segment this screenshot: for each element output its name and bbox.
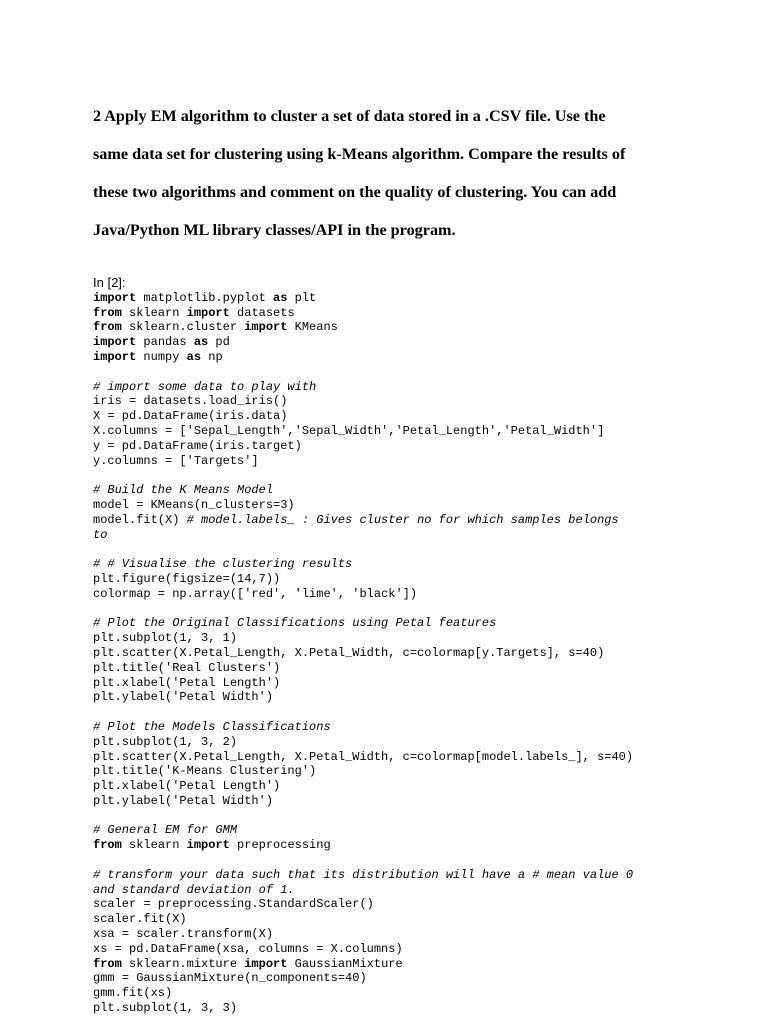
code-comment: # Plot the Models Classifications — [93, 719, 331, 734]
code-comment: # import some data to play with — [93, 379, 317, 394]
cell-label: In [2]: — [93, 275, 126, 290]
code-keyword: import — [93, 335, 137, 350]
code-text: colormap = np.array(['red', 'lime', 'black']) — [93, 586, 418, 601]
code-line — [93, 912, 693, 927]
code-keyword: import — [186, 305, 230, 320]
code-blank-line — [93, 542, 693, 557]
code-blank-line — [93, 468, 693, 483]
code-text: sklearn.cluster — [121, 320, 245, 335]
code-keyword: import — [93, 349, 137, 364]
code-line — [93, 794, 693, 809]
code-text: y.columns = ['Targets'] — [93, 453, 259, 468]
code-keyword: from — [93, 838, 122, 853]
code-line — [93, 631, 693, 646]
code-keyword: import — [244, 320, 288, 335]
code-line — [93, 957, 693, 972]
code-text: plt.subplot(1, 3, 2) — [93, 734, 238, 749]
code-line — [93, 320, 693, 335]
code-text: scaler.fit(X) — [93, 912, 187, 927]
code-text: plt.figure(figsize=(14,7)) — [93, 571, 281, 586]
code-blank-line — [93, 853, 693, 868]
code-text: model = KMeans(n_clusters=3) — [93, 497, 295, 512]
code-comment: # model.labels_ : Gives cluster no for which samples belongs — [186, 512, 619, 527]
document-page — [93, 88, 693, 1016]
code-comment: # General EM for GMM — [93, 823, 238, 838]
code-line — [93, 498, 693, 513]
code-text: KMeans — [287, 320, 338, 335]
code-line — [93, 587, 693, 602]
code-text: plt.subplot(1, 3, 1) — [93, 631, 238, 646]
code-comment: and standard deviation of 1. — [93, 882, 295, 897]
code-keyword: import — [93, 290, 137, 305]
code-comment: # Build the K Means Model — [93, 483, 274, 498]
code-text: y = pd.DataFrame(iris.target) — [93, 438, 302, 453]
code-keyword: as — [273, 290, 288, 305]
code-line — [93, 927, 693, 942]
code-text: np — [201, 349, 223, 364]
code-text: sklearn — [121, 838, 187, 853]
code-text: plt.xlabel('Petal Length') — [93, 675, 281, 690]
code-block — [93, 291, 693, 1016]
code-text: plt.scatter(X.Petal_Length, X.Petal_Width, c=colormap[y.Targets], s=40) — [93, 645, 605, 660]
code-keyword: import — [186, 838, 230, 853]
code-line — [93, 528, 693, 543]
code-line — [93, 735, 693, 750]
code-line — [93, 616, 693, 631]
question-text — [93, 88, 693, 259]
code-text: plt.subplot(1, 3, 3) — [93, 1001, 238, 1016]
code-line — [93, 557, 693, 572]
code-keyword: import — [244, 956, 288, 971]
code-line — [93, 439, 693, 454]
code-text: gmm = GaussianMixture(n_components=40) — [93, 971, 367, 986]
code-line — [93, 823, 693, 838]
code-text: X = pd.DataFrame(iris.data) — [93, 409, 288, 424]
code-line — [93, 779, 693, 794]
code-text: model.fit(X) — [93, 512, 187, 527]
code-line — [93, 883, 693, 898]
code-line — [93, 454, 693, 469]
code-text: preprocessing — [229, 838, 331, 853]
code-text: xsa = scaler.transform(X) — [93, 927, 274, 942]
code-comment: # transform your data such that its distribution will have a # mean value 0 — [93, 867, 634, 882]
code-text: pd — [208, 335, 230, 350]
code-text: datasets — [229, 305, 295, 320]
code-text: plt.title('Real Clusters') — [93, 660, 281, 675]
question-line: these two algorithms and comment on the quality of clustering. You can add — [93, 183, 617, 201]
code-blank-line — [93, 602, 693, 617]
code-line — [93, 646, 693, 661]
code-line — [93, 380, 693, 395]
code-blank-line — [93, 365, 693, 380]
code-line — [93, 720, 693, 735]
code-line — [93, 513, 693, 528]
code-text: plt.ylabel('Petal Width') — [93, 793, 274, 808]
code-text: plt — [287, 290, 317, 305]
code-line — [93, 1001, 693, 1016]
code-line — [93, 350, 693, 365]
code-text: xs = pd.DataFrame(xsa, columns = X.columns) — [93, 941, 403, 956]
code-text: gmm.fit(xs) — [93, 986, 173, 1001]
code-keyword: from — [93, 305, 122, 320]
code-line — [93, 838, 693, 853]
code-text: pandas — [136, 335, 194, 350]
code-line — [93, 750, 693, 765]
code-text: scaler = preprocessing.StandardScaler() — [93, 897, 374, 912]
code-text: X.columns = ['Sepal_Length','Sepal_Width','Petal_Length','Petal_Width'] — [93, 423, 605, 438]
code-line — [93, 409, 693, 424]
code-text: matplotlib.pyplot — [136, 290, 274, 305]
code-line — [93, 335, 693, 350]
code-text: plt.scatter(X.Petal_Length, X.Petal_Width, c=colormap[model.labels_], s=40) — [93, 749, 634, 764]
code-keyword: as — [186, 349, 202, 364]
code-line — [93, 572, 693, 587]
code-line — [93, 306, 693, 321]
code-line — [93, 942, 693, 957]
code-keyword: as — [193, 335, 209, 350]
question-line: Java/Python ML library classes/API in the program. — [93, 221, 456, 239]
code-comment: # Plot the Original Classifications using Petal features — [93, 616, 497, 631]
code-line — [93, 291, 693, 306]
code-keyword: from — [93, 956, 122, 971]
code-line — [93, 661, 693, 676]
code-line — [93, 676, 693, 691]
code-line — [93, 986, 693, 1001]
code-text: GaussianMixture — [287, 956, 403, 971]
code-line — [93, 394, 693, 409]
code-line — [93, 690, 693, 705]
code-blank-line — [93, 809, 693, 824]
question-line: 2 Apply EM algorithm to cluster a set of data stored in a .CSV file. Use the — [93, 107, 606, 125]
code-comment: to — [93, 527, 108, 542]
code-text: plt.title('K-Means Clustering') — [93, 764, 317, 779]
question-line: same data set for clustering using k-Means algorithm. Compare the results of — [93, 145, 626, 163]
code-line — [93, 483, 693, 498]
code-comment: # # Visualise the clustering results — [93, 557, 353, 572]
code-line — [93, 424, 693, 439]
code-line — [93, 971, 693, 986]
code-text: sklearn — [121, 305, 187, 320]
code-line — [93, 897, 693, 912]
code-text: numpy — [136, 349, 187, 364]
code-line — [93, 868, 693, 883]
code-keyword: from — [93, 320, 122, 335]
code-text: plt.xlabel('Petal Length') — [93, 779, 281, 794]
code-text: sklearn.mixture — [121, 956, 245, 971]
code-text: iris = datasets.load_iris() — [93, 394, 288, 409]
code-blank-line — [93, 705, 693, 720]
code-text: plt.ylabel('Petal Width') — [93, 690, 274, 705]
code-line — [93, 764, 693, 779]
